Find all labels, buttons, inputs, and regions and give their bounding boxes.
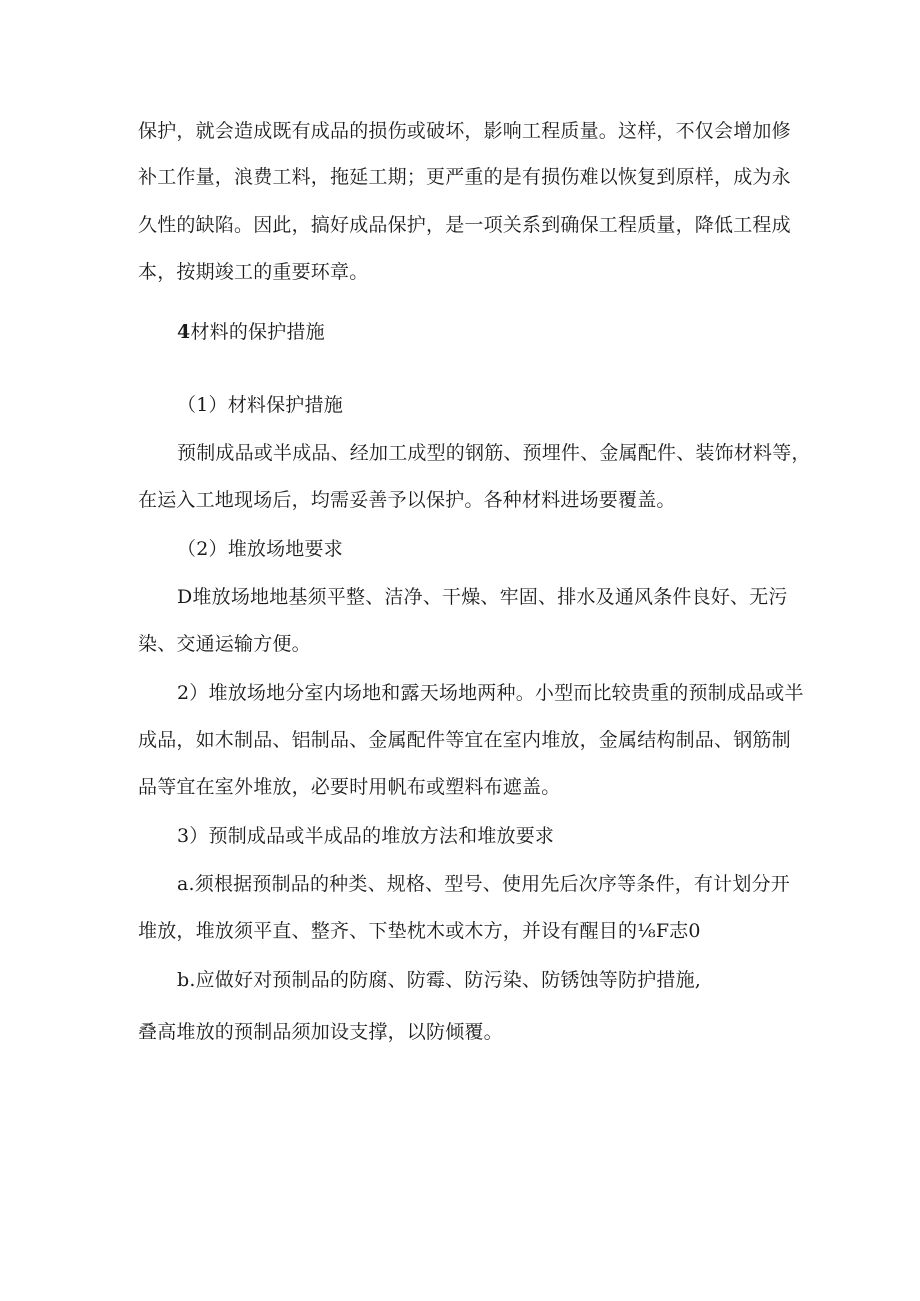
item-b-line-1: b.应做好对预制品的防腐、防霉、防污染、防锈蚀等防护措施,	[177, 969, 702, 991]
item-b-line-2: 叠高堆放的预制品须加设支撑，以防倾覆。	[138, 1021, 503, 1043]
intro-line-3: 久性的缺陷。因此，搞好成品保护，是一项关系到确保工程质量，降低工程成	[138, 214, 791, 236]
item-2-line-1: 2）堆放场地分室内场地和露天场地两种。小型而比较贵重的预制成品或半	[177, 682, 804, 704]
intro-line-4: 本，按期竣工的重要环章。	[138, 261, 369, 283]
item-a-line-2: 堆放，堆放须平直、整齐、下垫枕木或木方，并设有醒目的⅛F志0	[138, 920, 701, 942]
sub1-paragraph-line-2: 在运入工地现场后，均需妥善予以保护。各种材料进场要覆盖。	[138, 489, 676, 511]
subsection-2-heading: （2）堆放场地要求	[177, 538, 343, 560]
item-2-line-2: 成品，如木制品、铝制品、金属配件等宜在室内堆放，金属结构制品、钢筋制	[138, 729, 791, 751]
item-3-heading: 3）预制成品或半成品的堆放方法和堆放要求	[177, 825, 555, 847]
section-title: 材料的保护措施	[190, 321, 325, 343]
section-heading	[177, 319, 325, 345]
intro-line-1: 保护，就会造成既有成品的损伤或破坏，影响工程质量。这样，不仅会增加修	[138, 120, 791, 142]
sub1-paragraph-line-1: 预制成品或半成品、经加工成型的钢筋、预埋件、金属配件、装饰材料等，	[177, 442, 811, 464]
section-number: 4	[177, 321, 191, 343]
subsection-1-heading: （1）材料保护措施	[177, 394, 343, 416]
item-1-line-2: 染、交通运输方便。	[138, 633, 311, 655]
item-a-line-1: a.须根据预制品的种类、规格、型号、使用先后次序等条件，有计划分开	[177, 873, 790, 895]
intro-line-2: 补工作量，浪费工料，拖延工期；更严重的是有损伤难以恢复到原样，成为永	[138, 166, 791, 188]
item-2-line-3: 品等宜在室外堆放，必要时用帆布或塑料布遮盖。	[138, 776, 561, 798]
item-1-line-1: D堆放场地地基须平整、洁净、干燥、牢固、排水及通风条件良好、无污	[177, 586, 788, 608]
